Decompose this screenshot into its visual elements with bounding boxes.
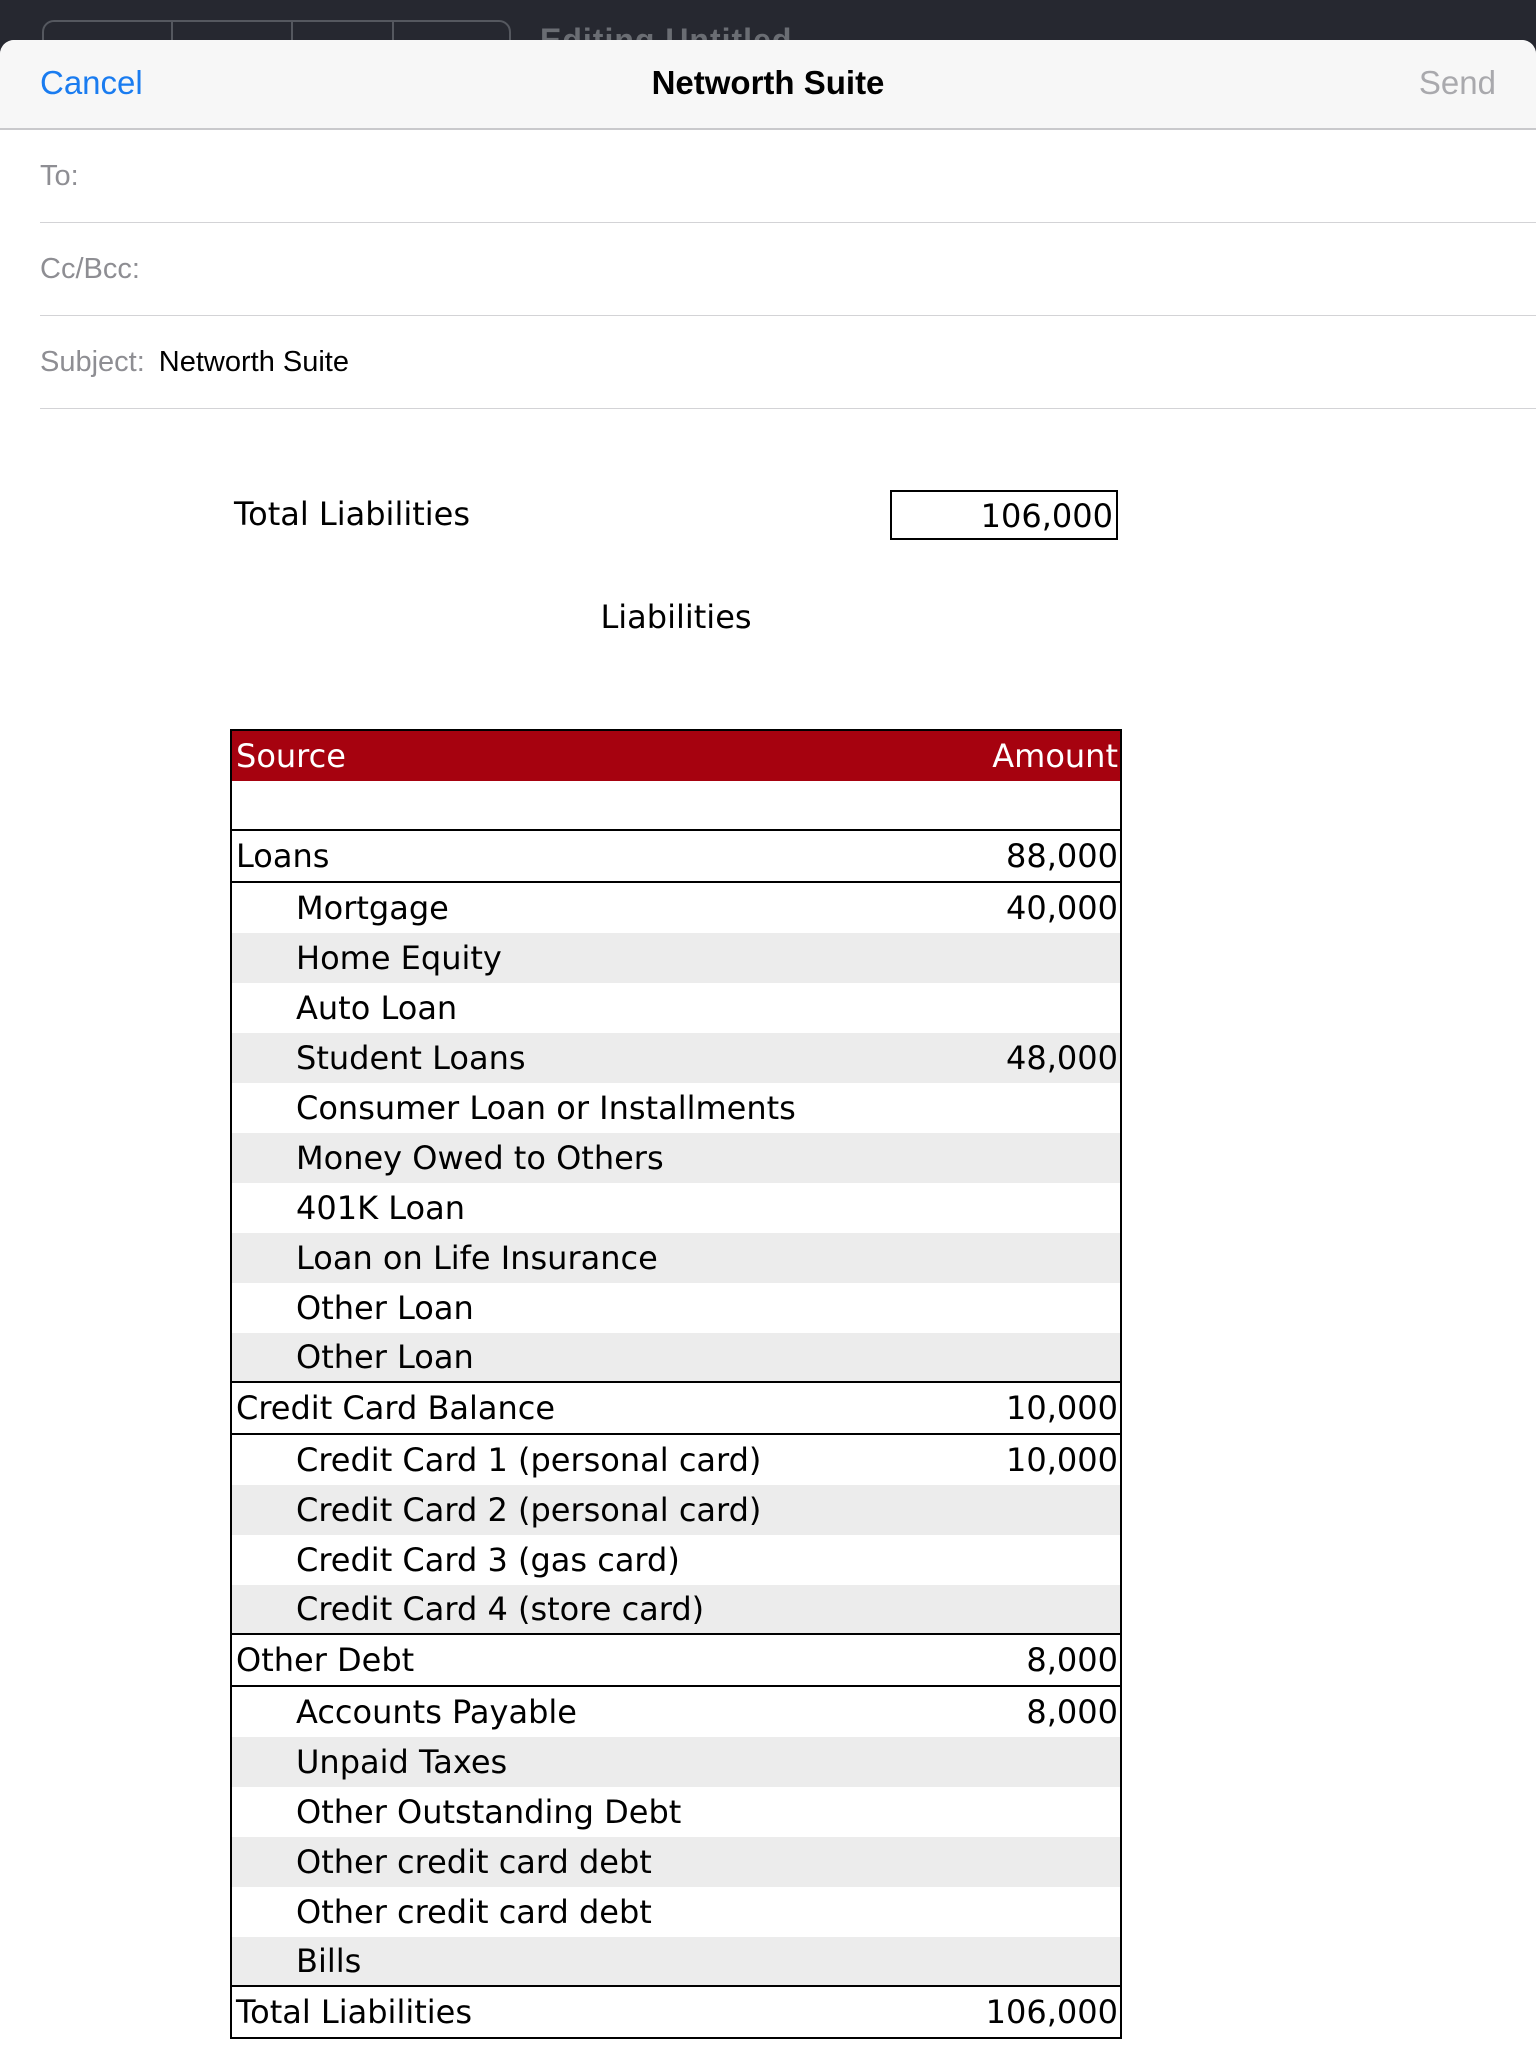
to-label: To: bbox=[40, 159, 79, 192]
row-label: Credit Card 3 (gas card) bbox=[296, 1541, 680, 1579]
subject-field[interactable] bbox=[40, 316, 1536, 409]
table-row bbox=[232, 1937, 1120, 1987]
group-label: Loans bbox=[236, 837, 330, 875]
row-label: Other Loan bbox=[296, 1338, 474, 1376]
table-row bbox=[232, 1737, 1120, 1787]
subject-input[interactable]: Networth Suite bbox=[158, 345, 349, 378]
row-label: Student Loans bbox=[296, 1039, 526, 1077]
table-row bbox=[232, 1233, 1120, 1283]
row-label: Mortgage bbox=[296, 889, 449, 927]
table-row bbox=[232, 1687, 1120, 1737]
send-button[interactable]: Send bbox=[1418, 64, 1496, 101]
table-row bbox=[232, 1083, 1120, 1133]
row-label: Accounts Payable bbox=[296, 1693, 577, 1731]
table-body bbox=[232, 831, 1120, 1987]
total-label: Total Liabilities bbox=[236, 1993, 473, 2031]
to-field[interactable] bbox=[40, 130, 1536, 223]
group-amount: 10,000 bbox=[1006, 1389, 1118, 1427]
compose-navbar bbox=[0, 40, 1536, 130]
summary-value: 106,000 bbox=[890, 490, 1118, 540]
table-row bbox=[232, 983, 1120, 1033]
row-label: Credit Card 2 (personal card) bbox=[296, 1491, 762, 1529]
row-label: Other Loan bbox=[296, 1289, 474, 1327]
row-label: Other Outstanding Debt bbox=[296, 1793, 682, 1831]
table-row bbox=[232, 1535, 1120, 1585]
subject-label: Subject: bbox=[40, 345, 145, 378]
group-label: Credit Card Balance bbox=[236, 1389, 556, 1427]
cc-bcc-label: Cc/Bcc: bbox=[40, 252, 140, 285]
row-label: Other credit card debt bbox=[296, 1893, 652, 1931]
row-label: Credit Card 1 (personal card) bbox=[296, 1441, 762, 1479]
group-label: Other Debt bbox=[236, 1641, 415, 1679]
row-amount: 10,000 bbox=[1006, 1441, 1118, 1479]
group-row bbox=[232, 1635, 1120, 1687]
table-row bbox=[232, 1183, 1120, 1233]
row-label: Bills bbox=[296, 1942, 362, 1980]
compose-title: Networth Suite bbox=[651, 64, 885, 101]
cc-bcc-field[interactable] bbox=[40, 223, 1536, 316]
row-label: 401K Loan bbox=[296, 1189, 465, 1227]
row-label: Credit Card 4 (store card) bbox=[296, 1590, 705, 1628]
row-amount: 8,000 bbox=[1026, 1693, 1118, 1731]
table-row bbox=[232, 1585, 1120, 1635]
table-row bbox=[232, 1787, 1120, 1837]
blank-row bbox=[232, 781, 1120, 831]
header-source: Source bbox=[236, 737, 346, 775]
table-row bbox=[232, 883, 1120, 933]
table-row bbox=[232, 1333, 1120, 1383]
section-title: Liabilities bbox=[600, 598, 752, 636]
liabilities-table bbox=[230, 729, 1122, 2039]
table-row bbox=[232, 1485, 1120, 1535]
group-amount: 88,000 bbox=[1006, 837, 1118, 875]
row-label: Consumer Loan or Installments bbox=[296, 1089, 796, 1127]
row-label: Auto Loan bbox=[296, 989, 458, 1027]
total-amount: 106,000 bbox=[985, 1993, 1118, 2031]
table-row bbox=[232, 1887, 1120, 1937]
row-label: Money Owed to Others bbox=[296, 1139, 664, 1177]
row-label: Unpaid Taxes bbox=[296, 1743, 508, 1781]
table-row bbox=[232, 1283, 1120, 1333]
row-amount: 48,000 bbox=[1006, 1039, 1118, 1077]
row-amount: 40,000 bbox=[1006, 889, 1118, 927]
table-row bbox=[232, 1837, 1120, 1887]
table-row bbox=[232, 933, 1120, 983]
row-label: Other credit card debt bbox=[296, 1843, 652, 1881]
group-row bbox=[232, 1383, 1120, 1435]
table-row bbox=[232, 1133, 1120, 1183]
total-row bbox=[232, 1987, 1120, 2037]
header-amount: Amount bbox=[992, 737, 1118, 775]
table-row bbox=[232, 1033, 1120, 1083]
table-row bbox=[232, 1435, 1120, 1485]
table-header bbox=[232, 731, 1120, 781]
group-row bbox=[232, 831, 1120, 883]
group-amount: 8,000 bbox=[1026, 1641, 1118, 1679]
row-label: Loan on Life Insurance bbox=[296, 1239, 658, 1277]
cancel-button[interactable]: Cancel bbox=[40, 64, 143, 101]
row-label: Home Equity bbox=[296, 939, 502, 977]
summary-label: Total Liabilities bbox=[234, 495, 471, 533]
